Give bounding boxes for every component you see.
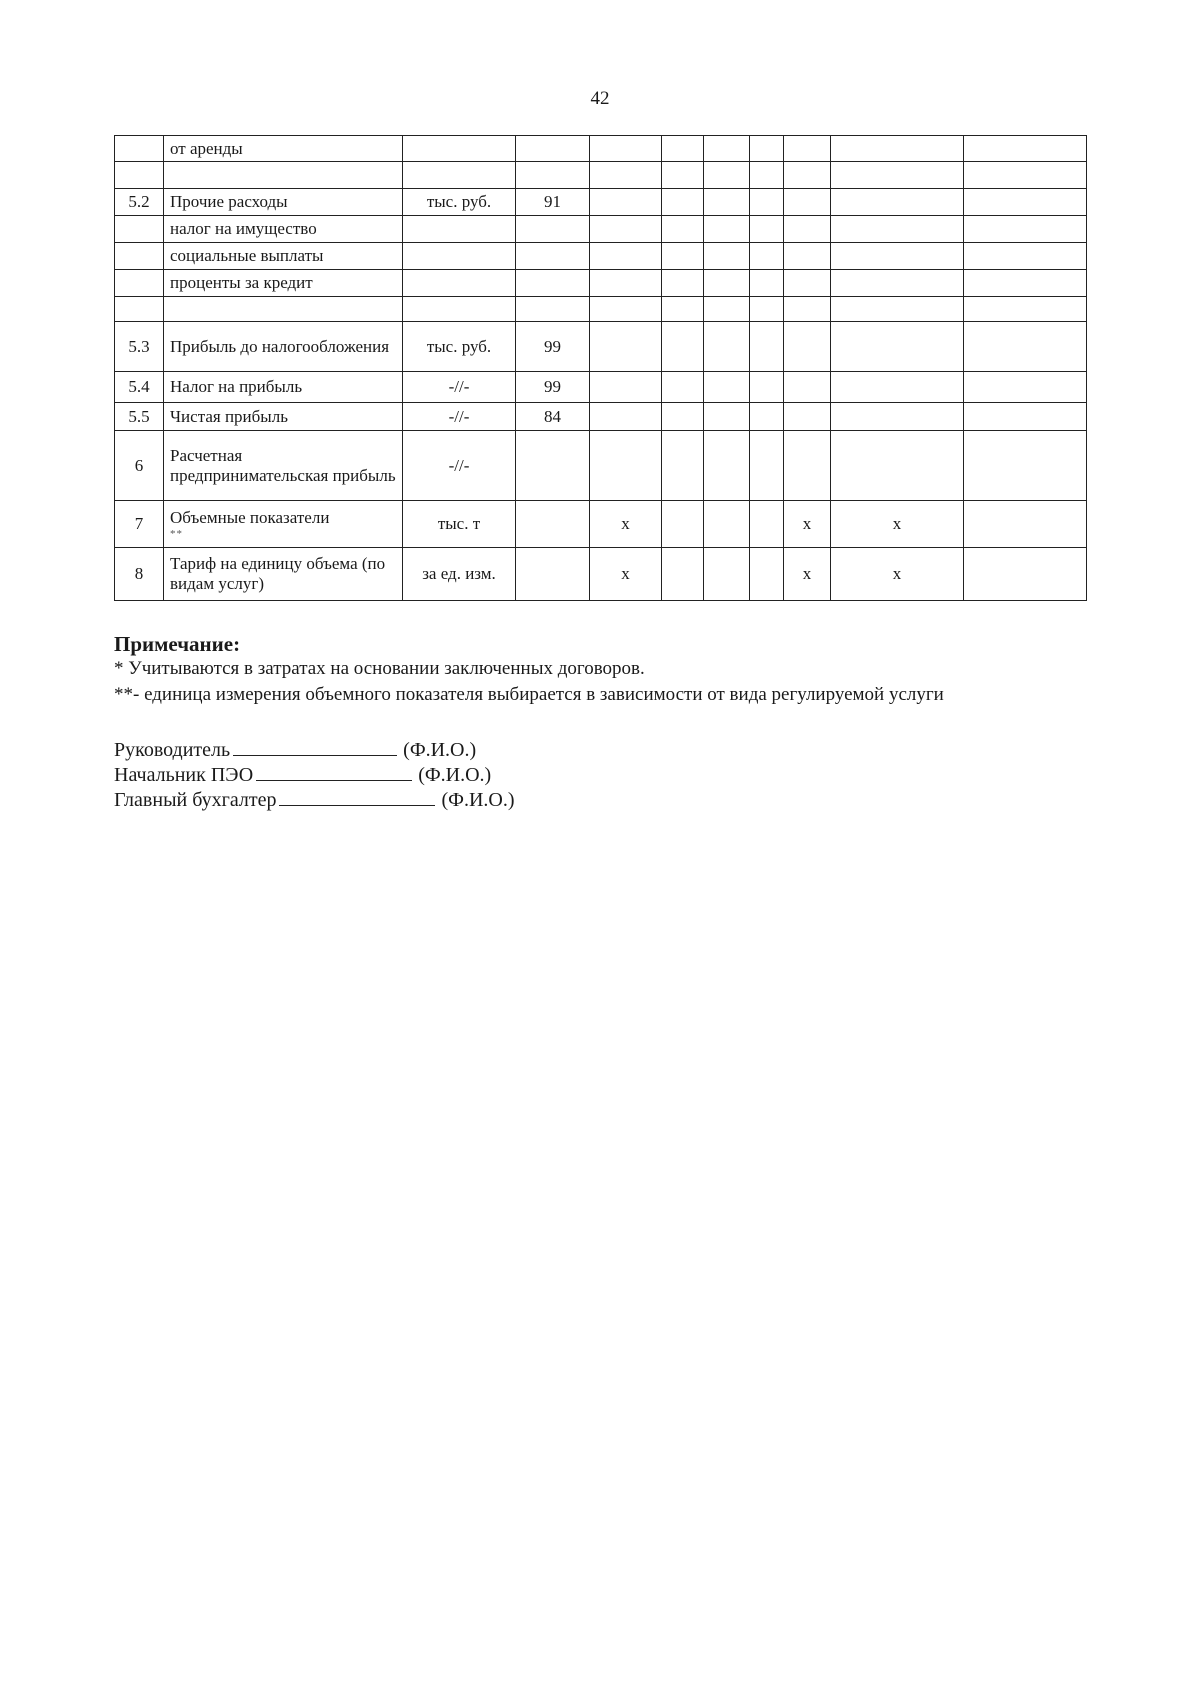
row-value xyxy=(516,162,590,189)
note-title: Примечание: xyxy=(114,632,241,656)
row-number xyxy=(115,243,164,270)
row-number xyxy=(115,162,164,189)
table-row xyxy=(115,270,1087,297)
table-row xyxy=(115,136,1087,162)
row-value: 99 xyxy=(516,322,590,372)
row-name: Прочие расходы xyxy=(164,189,403,216)
row-number xyxy=(115,216,164,243)
row-name: налог на имущество xyxy=(164,216,403,243)
table-row xyxy=(115,431,1087,501)
signature-peo xyxy=(114,763,491,787)
row-number xyxy=(115,297,164,322)
row-value xyxy=(516,501,590,548)
row-value xyxy=(516,136,590,162)
row-number: 5.4 xyxy=(115,372,164,403)
row-value xyxy=(516,216,590,243)
row-name: от аренды xyxy=(164,136,403,162)
row-value xyxy=(516,431,590,501)
row-value: 99 xyxy=(516,372,590,403)
cross-mark: х xyxy=(784,501,831,548)
row-unit xyxy=(403,216,516,243)
row-name: Чистая прибыль xyxy=(164,403,403,431)
note-line-1: * Учитываются в затратах на основании заключенных договоров. xyxy=(114,658,645,679)
row-unit xyxy=(403,243,516,270)
signature-label: Начальник ПЭО xyxy=(114,764,254,786)
row-value: 84 xyxy=(516,403,590,431)
row-name: Расчетная предпринимательская прибыль xyxy=(164,431,403,501)
row-value xyxy=(516,548,590,601)
note-line-2: **- единица измерения объемного показателя выбирается в зависимости от вида регулируемой услуги xyxy=(114,684,944,705)
row-number: 7 xyxy=(115,501,164,548)
row-unit: тыс. т xyxy=(403,501,516,548)
footnote-marker: ** xyxy=(170,528,183,540)
row-unit: тыс. руб. xyxy=(403,189,516,216)
table-row xyxy=(115,372,1087,403)
signature-line xyxy=(233,738,397,756)
cost-table xyxy=(114,135,1087,601)
row-unit: -//- xyxy=(403,372,516,403)
signature-fio: (Ф.И.О.) xyxy=(403,739,477,761)
signature-head xyxy=(114,738,476,762)
cross-mark: х xyxy=(831,501,964,548)
table-row xyxy=(115,216,1087,243)
row-name: проценты за кредит xyxy=(164,270,403,297)
row-number: 5.2 xyxy=(115,189,164,216)
cross-mark: х xyxy=(784,548,831,601)
row-name xyxy=(164,501,403,548)
row-name xyxy=(164,162,403,189)
row-unit: -//- xyxy=(403,403,516,431)
row-number: 5.5 xyxy=(115,403,164,431)
row-number: 8 xyxy=(115,548,164,601)
row-number: 5.3 xyxy=(115,322,164,372)
cross-mark: х xyxy=(831,548,964,601)
table-row xyxy=(115,243,1087,270)
signature-label: Главный бухгалтер xyxy=(114,789,277,811)
table-row xyxy=(115,162,1087,189)
table-row xyxy=(115,322,1087,372)
row-unit: за ед. изм. xyxy=(403,548,516,601)
row-name xyxy=(164,297,403,322)
table-row xyxy=(115,297,1087,322)
table-row xyxy=(115,501,1087,548)
row-name: Прибыль до налогообложения xyxy=(164,322,403,372)
row-name-text: Объемные показатели xyxy=(170,508,330,527)
row-name: Тариф на единицу объема (по видам услуг) xyxy=(164,548,403,601)
signature-line xyxy=(256,763,412,781)
signature-fio: (Ф.И.О.) xyxy=(418,764,492,786)
row-number xyxy=(115,136,164,162)
table-row xyxy=(115,403,1087,431)
row-unit: тыс. руб. xyxy=(403,322,516,372)
signature-accountant xyxy=(114,788,515,812)
row-value: 91 xyxy=(516,189,590,216)
signature-label: Руководитель xyxy=(114,739,231,761)
table-row xyxy=(115,189,1087,216)
row-unit xyxy=(403,297,516,322)
row-number xyxy=(115,270,164,297)
row-value xyxy=(516,243,590,270)
row-unit xyxy=(403,270,516,297)
row-value xyxy=(516,270,590,297)
row-number: 6 xyxy=(115,431,164,501)
row-value xyxy=(516,297,590,322)
row-name: Налог на прибыль xyxy=(164,372,403,403)
row-unit: -//- xyxy=(403,431,516,501)
signature-line xyxy=(279,788,435,806)
page-number: 42 xyxy=(590,88,610,109)
cross-mark: х xyxy=(590,548,662,601)
signature-fio: (Ф.И.О.) xyxy=(441,789,515,811)
table-row xyxy=(115,548,1087,601)
row-unit xyxy=(403,162,516,189)
row-name: социальные выплаты xyxy=(164,243,403,270)
cross-mark: х xyxy=(590,501,662,548)
row-unit xyxy=(403,136,516,162)
